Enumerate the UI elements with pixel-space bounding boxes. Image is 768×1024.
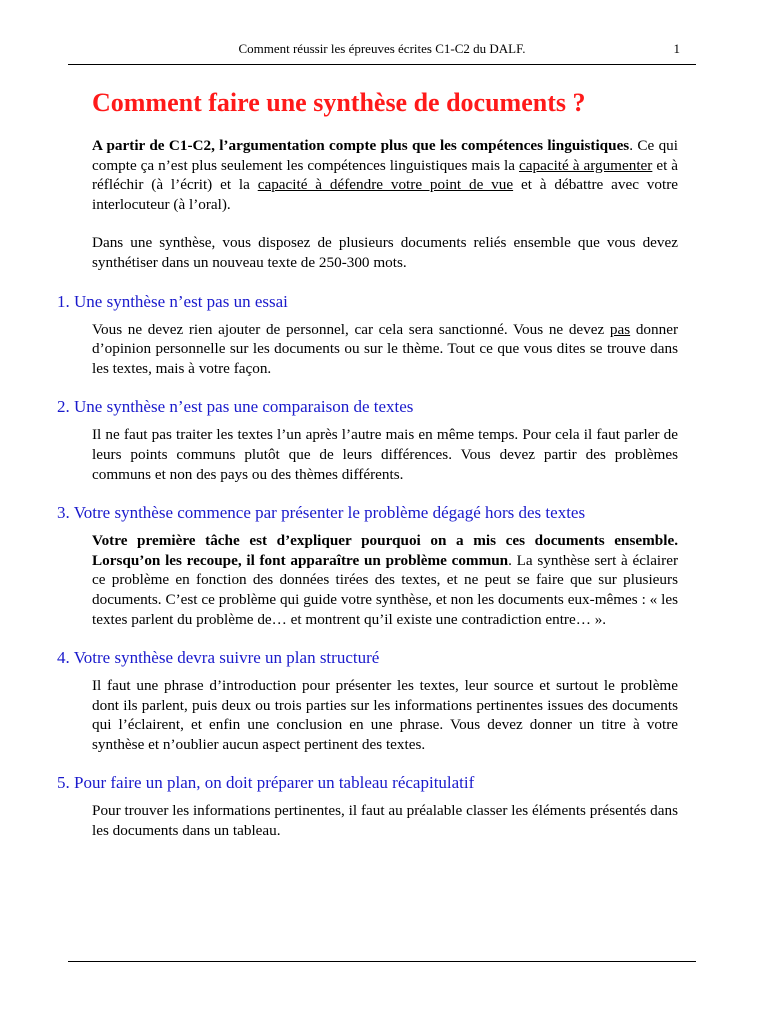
- section-body-5: Pour trouver les informations pertinentes, il faut au préalable classer les éléments présentés dans les documents dans un tableau.: [92, 802, 678, 840]
- section-3-text: . La synthèse sert à éclairer ce problème en fonction des données tirées des textes, et ne peut se faire que sur plusieurs documents. C’est ce problème qui guide votre synthèse, et non les documents eux-mêmes : « les textes parlent du problème de… et montrent qu’il existe une contradiction entre… ».: [92, 551, 679, 628]
- section-3-bold-text: Votre première tâche est d’expliquer pourquoi on a mis ces documents ensemble. Lorsqu’on les recoupe, il font apparaître un problème commun: [92, 532, 678, 569]
- header-title: Comment réussir les épreuves écrites C1-C2 du DALF.: [238, 41, 526, 56]
- section-1-text-1: Vous ne devez rien ajouter de personnel, car cela sera sanctionné. Vous ne devez: [92, 320, 610, 338]
- document-title: Comment faire une synthèse de documents ?: [92, 88, 586, 117]
- section-heading-5: 5. Pour faire un plan, on doit préparer un tableau récapitulatif: [57, 773, 475, 793]
- section-body-1: [92, 320, 678, 379]
- section-body-3: [92, 531, 678, 629]
- section-heading-4: 4. Votre synthèse devra suivre un plan structuré: [57, 648, 380, 668]
- footer-rule: [68, 961, 696, 962]
- section-1-text-2: donner d’opinion personnelle sur les documents ou sur le thème. Tout ce que vous dites se trouve dans les textes, mais à votre façon.: [92, 320, 678, 377]
- section-1-underline: pas: [609, 320, 631, 338]
- intro-paragraph-1: [92, 136, 678, 214]
- section-heading-3: 3. Votre synthèse commence par présenter le problème dégagé hors des textes: [57, 503, 586, 523]
- intro-underline-1: capacité à argumenter: [519, 156, 653, 174]
- section-body-4: Il faut une phrase d’introduction pour présenter les textes, leur source et surtout le problème dont ils parlent, puis deux ou trois parties sur les informations pertinentes issues des documents qui l’éclairent, et enfin une conclusion en une phrase. Vous devez donner un titre à votre synthèse et n’oublier aucun aspect pertinent des textes.: [92, 677, 678, 753]
- intro-paragraph-2: Dans une synthèse, vous disposez de plusieurs documents reliés ensemble que vous devez synthétiser dans un nouveau texte de 250-300 mots.: [92, 234, 678, 271]
- page-content: [0, 86, 768, 841]
- page-number: 1: [673, 41, 680, 56]
- page-header: [68, 38, 696, 65]
- intro-underline-2: capacité à défendre votre point de vue: [257, 176, 514, 194]
- intro-text-2: et à réfléchir (à l’écrit) et la: [92, 156, 679, 194]
- intro-bold-text: A partir de C1-C2, l’argumentation compte plus que les compétences linguistiques: [92, 137, 630, 154]
- section-heading-2: 2. Une synthèse n’est pas une comparaison de textes: [57, 397, 414, 417]
- section-body-2: Il ne faut pas traiter les textes l’un après l’autre mais en même temps. Pour cela il faut parler de leurs points communs plutôt que de leurs différences. Vous devez partir des problèmes communs et non des pays ou des thèmes différents.: [92, 426, 678, 483]
- intro-text-3: et à débattre avec votre interlocuteur (à l’oral).: [92, 176, 678, 213]
- intro-text-1: . Ce qui compte ça n’est plus seulement les compétences linguistiques mais la: [92, 137, 678, 174]
- section-heading-1: 1. Une synthèse n’est pas un essai: [57, 291, 288, 311]
